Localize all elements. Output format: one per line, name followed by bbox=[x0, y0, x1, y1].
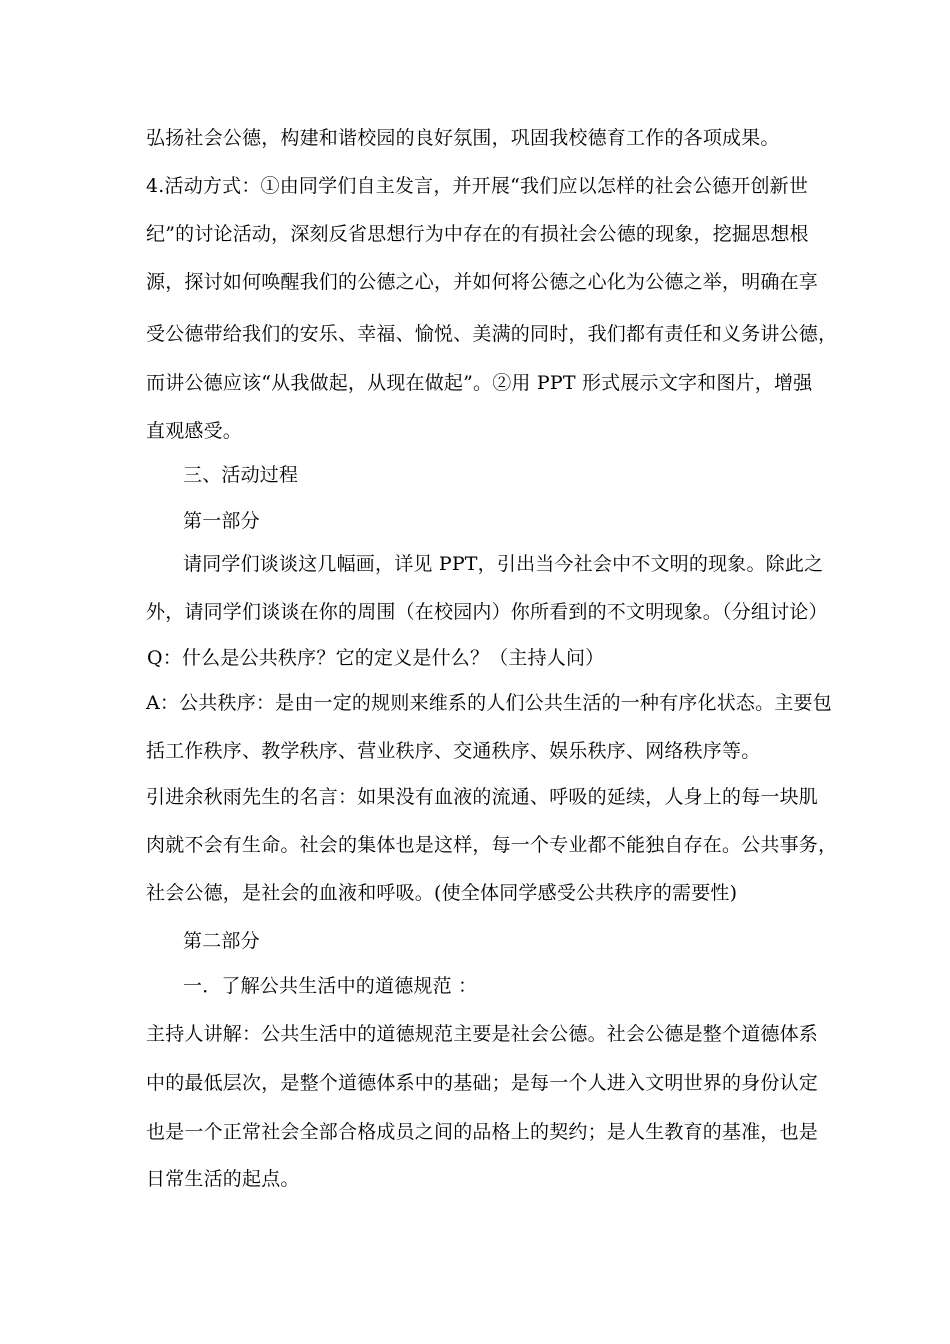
paragraph-line: 弘扬社会公德，构建和谐校园的良好氛围，巩固我校德育工作的各项成果。 bbox=[146, 127, 780, 149]
paragraph-line: 而讲公德应该“从我做起，从现在做起”。②用 PPT 形式展示文字和图片，增强 bbox=[146, 372, 813, 394]
paragraph-line: 中的最低层次，是整个道德体系中的基础；是每一个人进入文明世界的身份认定 bbox=[146, 1072, 819, 1094]
paragraph-line: 日常生活的起点。 bbox=[146, 1168, 300, 1190]
paragraph-line: 主持人讲解：公共生活中的道德规范主要是社会公德。社会公德是整个道德体系 bbox=[146, 1023, 819, 1045]
paragraph-line: 外，请同学们谈谈在你的周围（在校园内）你所看到的不文明现象。（分组讨论） bbox=[146, 601, 828, 623]
paragraph-line: 4.活动方式：①由同学们自主发言，并开展“我们应以怎样的社会公德开创新世 bbox=[146, 175, 809, 197]
part-heading: 第二部分 bbox=[183, 930, 260, 952]
answer-line: A：公共秩序：是由一定的规则来维系的人们公共生活的一种有序化状态。主要包 bbox=[146, 692, 832, 714]
part-heading: 第一部分 bbox=[183, 510, 260, 532]
paragraph-line: 请同学们谈谈这几幅画，详见 PPT，引出当今社会中不文明的现象。除此之 bbox=[183, 553, 824, 575]
question-line: Q：什么是公共秩序？它的定义是什么？（主持人问） bbox=[147, 647, 605, 669]
quote-line: 引进余秋雨先生的名言：如果没有血液的流通、呼吸的延续，人身上的每一块肌 bbox=[146, 786, 819, 808]
paragraph-line: 括工作秩序、教学秩序、营业秩序、交通秩序、娱乐秩序、网络秩序等。 bbox=[146, 740, 761, 762]
paragraph-line: 受公德带给我们的安乐、幸福、愉悦、美满的同时，我们都有责任和义务讲公德， bbox=[146, 323, 838, 345]
subsection-heading: 一．了解公共生活中的道德规范 ： bbox=[183, 975, 478, 997]
paragraph-line: 也是一个正常社会全部合格成员之间的品格上的契约；是人生教育的基准，也是 bbox=[146, 1121, 819, 1143]
quote-line: 肉就不会有生命。社会的集体也是这样，每一个专业都不能独自存在。公共事务， bbox=[146, 834, 838, 856]
paragraph-line: 直观感受。 bbox=[146, 420, 243, 442]
paragraph-line: 源，探讨如何唤醒我们的公德之心，并如何将公德之心化为公德之举，明确在享 bbox=[146, 271, 819, 293]
quote-line: 社会公德，是社会的血液和呼吸。(使全体同学感受公共秩序的需要性) bbox=[146, 882, 738, 904]
section-heading: 三、活动过程 bbox=[183, 464, 299, 486]
paragraph-line: 纪”的讨论活动，深刻反省思想行为中存在的有损社会公德的现象，挖掘思想根 bbox=[146, 223, 809, 245]
